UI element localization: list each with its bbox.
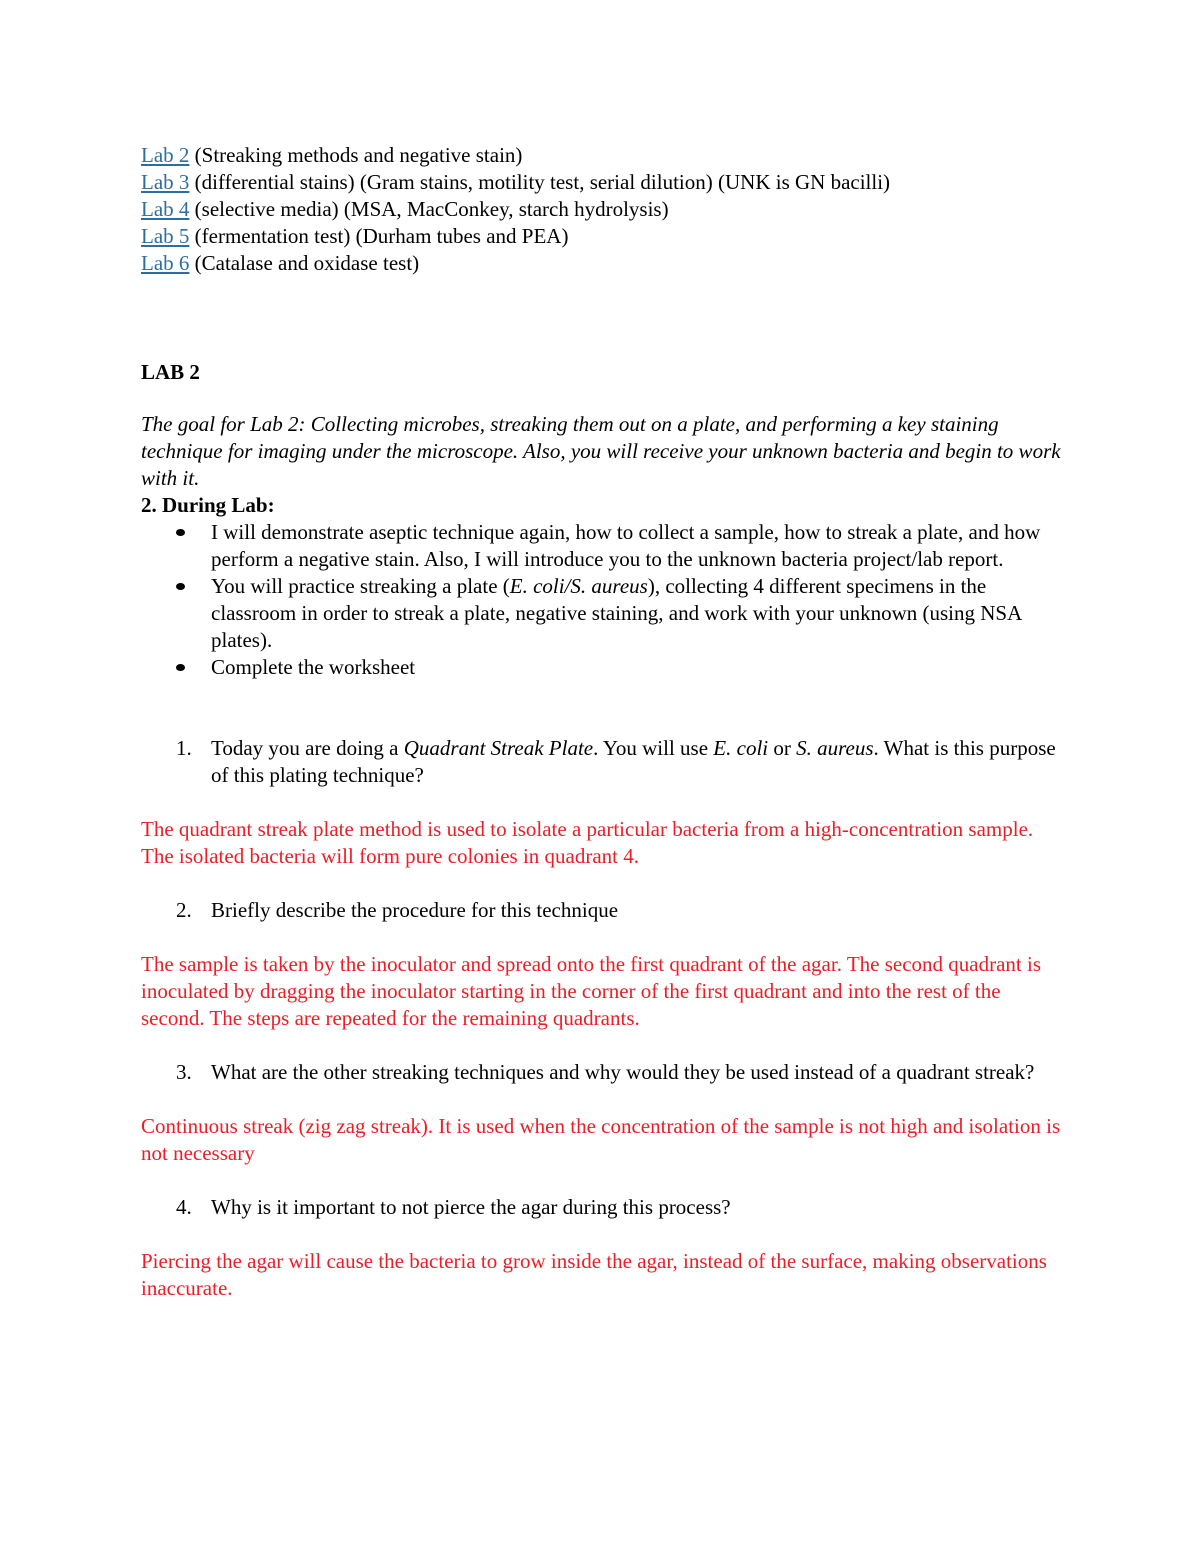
toc-line-lab3 (141, 169, 1061, 196)
answer-4: Piercing the agar will cause the bacteria to grow inside the agar, instead of the surface, making observations inaccurate. (141, 1249, 1047, 1300)
lab2-link[interactable]: Lab 2 (141, 143, 190, 167)
list-item (141, 519, 1061, 573)
question-number: 4. (176, 1195, 192, 1219)
document-page (141, 142, 1061, 1329)
questions-list (141, 735, 1061, 1302)
question-text: Briefly describe the procedure for this technique (211, 898, 619, 922)
lab-index (141, 142, 1061, 277)
organism-names: E. coli/S. aureus (509, 574, 648, 598)
bullet-text: I will demonstrate aseptic technique again, how to collect a sample, how to streak a plate, and how perform a negative stain. Also, I will introduce you to the unknown bacteria project/lab report. (211, 520, 1041, 571)
toc-desc: (fermentation test) (Durham tubes and PEA) (189, 224, 569, 248)
bullet-text: Complete the worksheet (211, 655, 416, 679)
lab6-link[interactable]: Lab 6 (141, 251, 190, 275)
answer-3: Continuous streak (zig zag streak). It is used when the concentration of the sample is not high and isolation is not necessary (141, 1114, 1061, 1165)
question-text: or (768, 736, 797, 760)
technique-name: Quadrant Streak Plate (403, 736, 594, 760)
toc-line-lab2 (141, 142, 1061, 169)
question-text: Why is it important to not pierce the agar during this process? (211, 1195, 731, 1219)
goal-paragraph: The goal for Lab 2: Collecting microbes, streaking them out on a plate, and performing a key staining technique for imaging under the microscope. Also, you will receive your unknown bacteria and begin to work with it. (141, 412, 1061, 490)
lab4-link[interactable]: Lab 4 (141, 197, 190, 221)
toc-desc: (selective media) (MSA, MacConkey, starch hydrolysis) (189, 197, 669, 221)
during-lab-heading: 2. During Lab: (141, 493, 275, 517)
list-item (141, 573, 1061, 654)
toc-line-lab4 (141, 196, 1061, 223)
question-2 (141, 897, 1061, 924)
organism-name: E. coli (713, 736, 769, 760)
toc-desc: (differential stains) (Gram stains, motility test, serial dilution) (UNK is GN bacilli) (189, 170, 891, 194)
bullet-text-pre: You will practice streaking a plate ( (211, 574, 510, 598)
lab3-link[interactable]: Lab 3 (141, 170, 190, 194)
toc-line-lab6 (141, 250, 1061, 277)
question-text: . You will use (593, 736, 714, 760)
toc-desc: (Catalase and oxidase test) (189, 251, 420, 275)
question-3 (141, 1059, 1061, 1086)
toc-desc: (Streaking methods and negative stain) (189, 143, 523, 167)
answer-2: The sample is taken by the inoculator and spread onto the first quadrant of the agar. The second quadrant is inoculated by dragging the inoculator starting in the corner of the first quadrant and into the rest of the second. The steps are repeated for the remaining quadrants. (141, 952, 1042, 1030)
list-item (141, 654, 1061, 681)
lab5-link[interactable]: Lab 5 (141, 224, 190, 248)
question-4 (141, 1194, 1061, 1221)
during-lab-list (141, 519, 1061, 681)
bullet-icon (176, 664, 185, 671)
organism-name: S. aureus (796, 736, 874, 760)
answer-1: The quadrant streak plate method is used to isolate a particular bacteria from a high-concentration sample. The isolated bacteria will form pure colonies in quadrant 4. (141, 817, 1034, 868)
question-number: 2. (176, 898, 192, 922)
question-number: 1. (176, 736, 192, 760)
question-number: 3. (176, 1060, 192, 1084)
question-text: Today you are doing a (211, 736, 404, 760)
section-heading: LAB 2 (141, 360, 200, 384)
bullet-icon (176, 583, 185, 590)
question-text: . What is this purpose of this plating technique? (211, 736, 1056, 787)
question-1 (141, 735, 1061, 789)
bullet-text-post: ), collecting 4 different specimens in the classroom in order to streak a plate, negative staining, and work with your unknown (using NSA plates). (211, 574, 1022, 652)
toc-line-lab5 (141, 223, 1061, 250)
question-text: What are the other streaking techniques and why would they be used instead of a quadrant streak? (211, 1060, 1035, 1084)
bullet-icon (176, 529, 185, 536)
